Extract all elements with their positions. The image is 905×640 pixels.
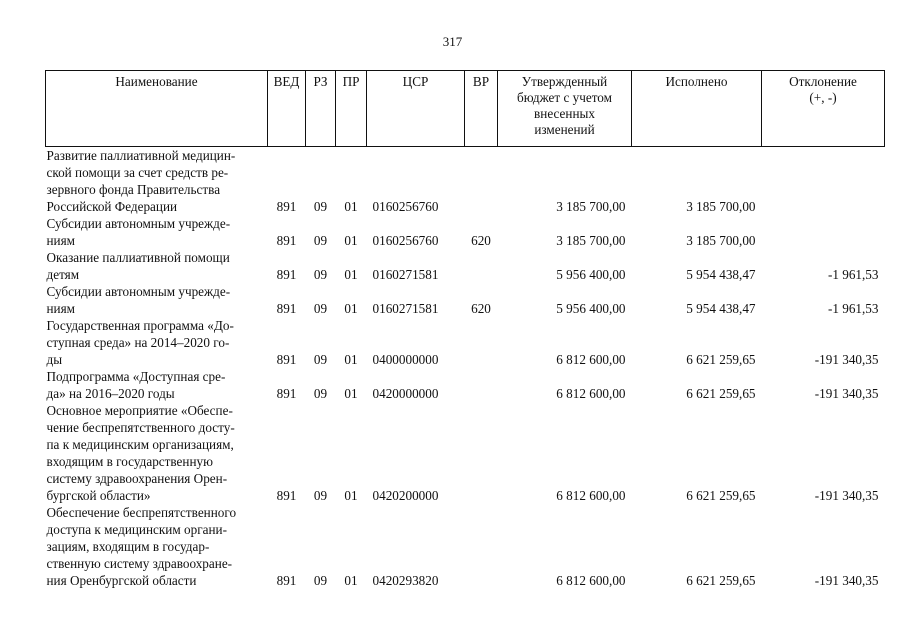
cell-rz: 09 xyxy=(313,573,328,588)
name-line: зервного фонда Правительства xyxy=(46,182,221,197)
table-body xyxy=(46,147,885,590)
cell-pr: 01 xyxy=(344,386,358,401)
cell-csr: 0420293820 xyxy=(372,573,439,588)
cell-csr: 0160271581 xyxy=(372,301,439,316)
cell-executed: 3 185 700,00 xyxy=(686,199,756,214)
name-line: зациям, входящим в государ- xyxy=(46,539,210,554)
name-line: Развитие паллиативной медицин- xyxy=(46,148,236,163)
name-line: детям xyxy=(46,267,80,282)
cell-deviation: -191 340,35 xyxy=(814,386,879,401)
cell-executed: 5 954 438,47 xyxy=(686,267,756,282)
cell-csr: 0160256760 xyxy=(372,199,439,214)
cell-vr xyxy=(465,368,498,402)
cell-csr: 0160256760 xyxy=(372,233,439,248)
cell-name xyxy=(46,249,268,283)
cell-name xyxy=(46,215,268,249)
name-line: бургской области» xyxy=(46,488,151,503)
cell-rz: 09 xyxy=(313,488,328,503)
cell-approved: 6 812 600,00 xyxy=(556,488,626,503)
cell-ved: 891 xyxy=(276,573,297,588)
name-line: чение беспрепятственного досту- xyxy=(46,420,235,435)
cell-deviation: -191 340,35 xyxy=(814,352,879,367)
cell-approved: 6 812 600,00 xyxy=(556,352,626,367)
cell-deviation xyxy=(762,147,885,216)
cell-rz: 09 xyxy=(313,199,328,214)
cell-pr: 01 xyxy=(344,488,358,503)
name-line: ния Оренбургской области xyxy=(46,573,197,588)
cell-name xyxy=(46,317,268,368)
name-line: Обеспечение беспрепятственного xyxy=(46,505,237,520)
table-row xyxy=(46,504,885,589)
cell-rz: 09 xyxy=(313,233,328,248)
cell-vr xyxy=(465,147,498,216)
header-csr: ЦСР xyxy=(367,71,465,147)
cell-deviation: -191 340,35 xyxy=(814,488,879,503)
cell-vr xyxy=(465,402,498,504)
cell-csr: 0400000000 xyxy=(372,352,439,367)
cell-csr: 0160271581 xyxy=(372,267,439,282)
table-header xyxy=(46,71,885,147)
name-line: доступа к медицинским органи- xyxy=(46,522,227,537)
name-line: Субсидии автономным учрежде- xyxy=(46,216,231,231)
header-deviation: Отклонение (+, -) xyxy=(762,71,885,147)
header-approved: Утвержденный бюджет с учетом внесенных изменений xyxy=(498,71,632,147)
name-line: па к медицинским организациям, xyxy=(46,437,234,452)
cell-vr xyxy=(465,317,498,368)
cell-name xyxy=(46,368,268,402)
name-line: систему здравоохранения Орен- xyxy=(46,471,228,486)
cell-deviation xyxy=(762,215,885,249)
cell-approved: 6 812 600,00 xyxy=(556,386,626,401)
cell-rz: 09 xyxy=(313,352,328,367)
name-line: ственную систему здравоохране- xyxy=(46,556,233,571)
cell-name xyxy=(46,147,268,216)
cell-pr: 01 xyxy=(344,301,358,316)
cell-deviation: -1 961,53 xyxy=(827,267,879,282)
table-row xyxy=(46,215,885,249)
cell-executed: 6 621 259,65 xyxy=(686,488,756,503)
cell-approved: 6 812 600,00 xyxy=(556,573,626,588)
name-line: ступная среда» на 2014–2020 го- xyxy=(46,335,230,350)
budget-table xyxy=(45,70,885,589)
name-line: Государственная программа «До- xyxy=(46,318,234,333)
header-pr: ПР xyxy=(336,71,367,147)
cell-name xyxy=(46,283,268,317)
cell-csr: 0420000000 xyxy=(372,386,439,401)
cell-deviation: -191 340,35 xyxy=(814,573,879,588)
cell-approved: 3 185 700,00 xyxy=(556,233,626,248)
cell-pr: 01 xyxy=(344,233,358,248)
table-row xyxy=(46,317,885,368)
table-row xyxy=(46,402,885,504)
name-line: ниям xyxy=(46,233,76,248)
name-line: Подпрограмма «Доступная сре- xyxy=(46,369,226,384)
cell-vr: 620 xyxy=(471,233,491,248)
page-number: 317 xyxy=(442,34,463,49)
cell-vr: 620 xyxy=(471,301,491,316)
cell-executed: 6 621 259,65 xyxy=(686,573,756,588)
cell-rz: 09 xyxy=(313,386,328,401)
cell-ved: 891 xyxy=(276,233,297,248)
name-line: да» на 2016–2020 годы xyxy=(46,386,175,401)
cell-executed: 6 621 259,65 xyxy=(686,386,756,401)
table-row xyxy=(46,147,885,216)
table-row xyxy=(46,368,885,402)
cell-name xyxy=(46,504,268,589)
table-row xyxy=(46,249,885,283)
cell-csr: 0420200000 xyxy=(372,488,439,503)
cell-ved: 891 xyxy=(276,488,297,503)
cell-executed: 6 621 259,65 xyxy=(686,352,756,367)
cell-vr xyxy=(465,504,498,589)
name-line: Оказание паллиативной помощи xyxy=(46,250,230,265)
header-rz: РЗ xyxy=(306,71,336,147)
cell-name xyxy=(46,402,268,504)
cell-rz: 09 xyxy=(313,301,328,316)
name-line: ниям xyxy=(46,301,76,316)
name-line: ды xyxy=(46,352,63,367)
cell-approved: 3 185 700,00 xyxy=(556,199,626,214)
table-row xyxy=(46,283,885,317)
cell-deviation: -1 961,53 xyxy=(827,301,879,316)
cell-executed: 3 185 700,00 xyxy=(686,233,756,248)
header-executed: Исполнено xyxy=(632,71,762,147)
cell-ved: 891 xyxy=(276,386,297,401)
cell-ved: 891 xyxy=(276,199,297,214)
cell-pr: 01 xyxy=(344,573,358,588)
cell-pr: 01 xyxy=(344,352,358,367)
cell-approved: 5 956 400,00 xyxy=(556,267,626,282)
name-line: Российской Федерации xyxy=(46,199,178,214)
cell-approved: 5 956 400,00 xyxy=(556,301,626,316)
cell-vr xyxy=(465,249,498,283)
header-name: Наименование xyxy=(46,71,268,147)
name-line: входящим в государственную xyxy=(46,454,213,469)
cell-ved: 891 xyxy=(276,301,297,316)
cell-pr: 01 xyxy=(344,199,358,214)
name-line: Субсидии автономным учрежде- xyxy=(46,284,231,299)
name-line: Основное мероприятие «Обеспе- xyxy=(46,403,233,418)
header-vr: ВР xyxy=(465,71,498,147)
cell-ved: 891 xyxy=(276,267,297,282)
cell-executed: 5 954 438,47 xyxy=(686,301,756,316)
name-line: ской помощи за счет средств ре- xyxy=(46,165,229,180)
cell-pr: 01 xyxy=(344,267,358,282)
header-ved: ВЕД xyxy=(268,71,306,147)
cell-rz: 09 xyxy=(313,267,328,282)
cell-ved: 891 xyxy=(276,352,297,367)
